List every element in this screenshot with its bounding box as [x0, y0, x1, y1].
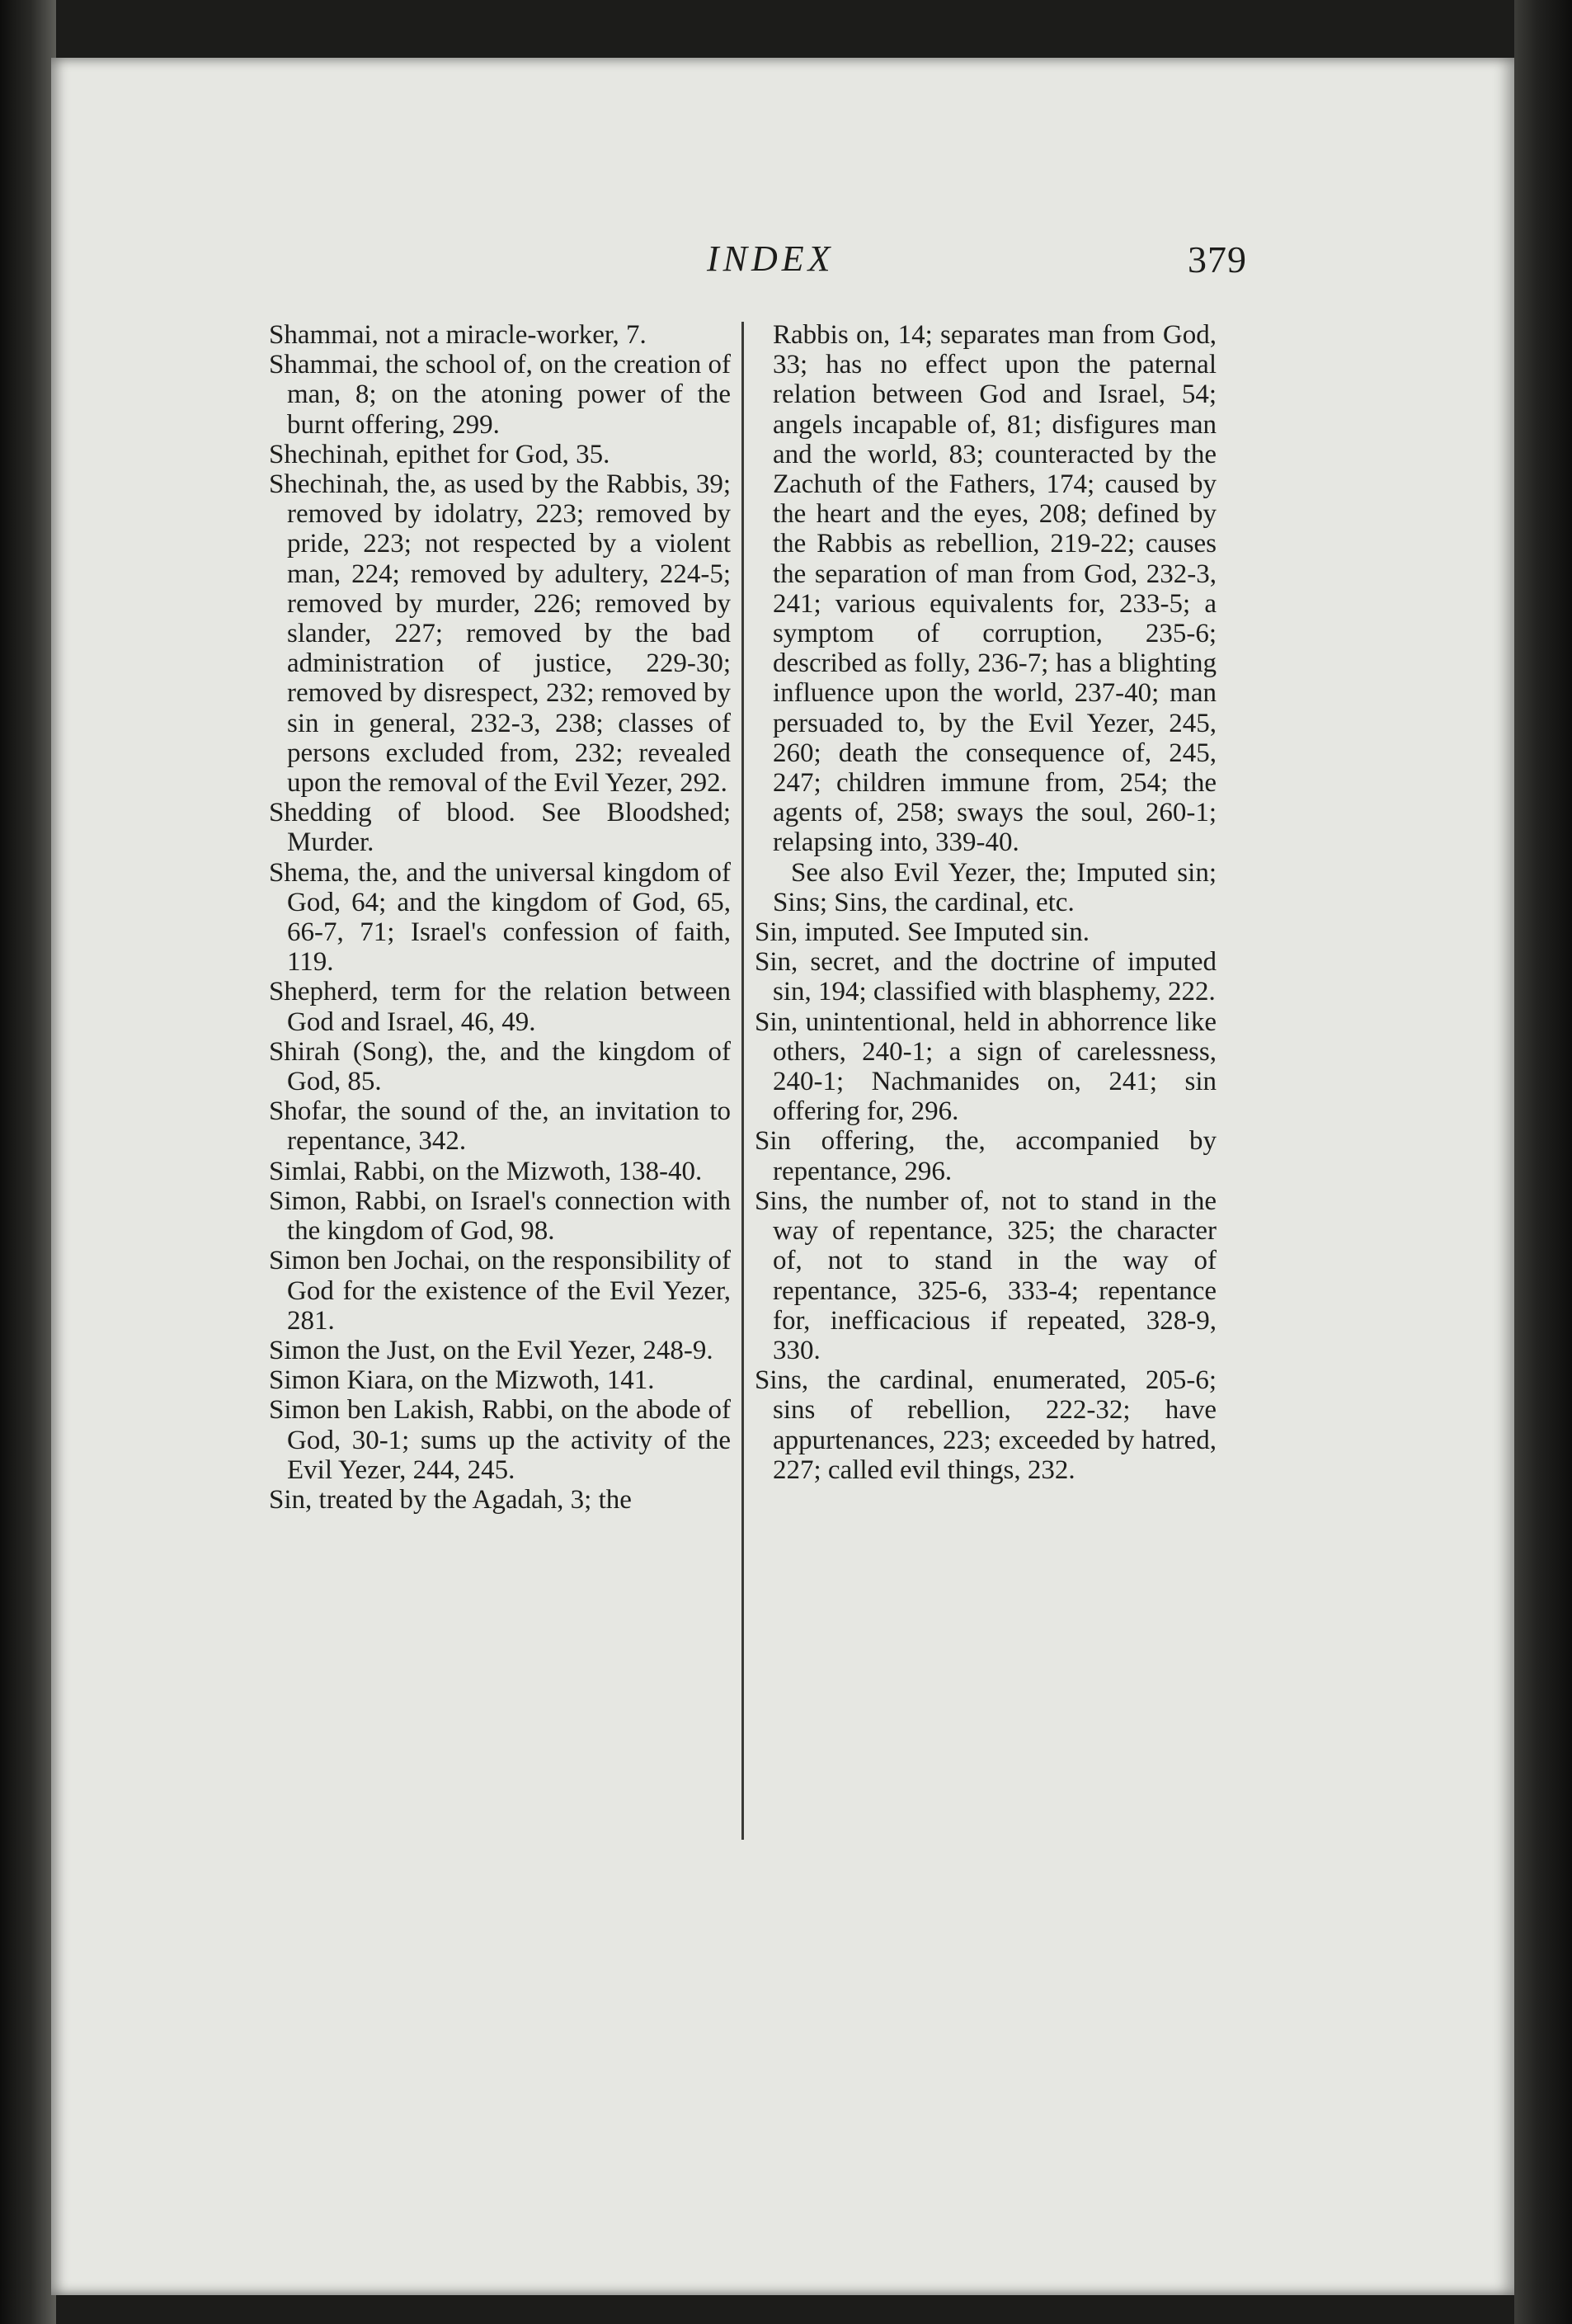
- index-entry: Shofar, the sound of the, an invitation to repentance, 342.: [269, 1096, 731, 1157]
- scan-border-right: [1514, 0, 1572, 2324]
- index-entry-continued: Rabbis on, 14; separates man from God, 33; has no effect upon the paternal relation between God and Israel, 54; angels incapable of, 81; disfigures man and the world, 83; counteracted by the Zachuth of the Fathers, 174; caused by the heart and the eyes, 208; defined by the Rabbis as rebellion, 219-22; causes the separation of man from God, 232-3, 241; various equivalents for, 233-5; a symptom of corruption, 235-6; described as folly, 236-7; has a blighting influence upon the world, 237-40; man persuaded to, by the Evil Yezer, 245, 260; death the consequence of, 245, 247; children immune from, 254; the agents of, 258; sways the soul, 260-1; relapsing into, 339-40.: [773, 320, 1217, 858]
- index-entry: Simon, Rabbi, on Israel's connection with the kingdom of God, 98.: [269, 1186, 731, 1247]
- index-entry: Shammai, not a miracle-worker, 7.: [269, 320, 647, 350]
- index-entry: Sins, the number of, not to stand in the way of repentance, 325; the character of, not to stand in the way of repentance, 325-6, 333-4; repentance for, inefficacious if repeated, 328-9, 330.: [755, 1186, 1217, 1365]
- index-entry: Shammai, the school of, on the creation of man, 8; on the atoning power of the burnt offering, 299.: [269, 350, 731, 440]
- index-entry: Sin, unintentional, held in abhorrence like others, 240-1; a sign of carelessness, 240-1; Nachmanides on, 241; sin offering for, 296.: [755, 1006, 1217, 1127]
- index-entry: Simon ben Lakish, Rabbi, on the abode of God, 30-1; sums up the activity of the Evil Yezer, 244, 245.: [269, 1395, 731, 1485]
- index-entry: Shema, the, and the universal kingdom of God, 64; and the kingdom of God, 65, 66-7, 71; Israel's confession of faith, 119.: [269, 857, 731, 978]
- index-entry: Sin, secret, and the doctrine of imputed sin, 194; classified with blasphemy, 222.: [755, 947, 1217, 1007]
- index-entry: Simon the Just, on the Evil Yezer, 248-9.: [269, 1335, 713, 1365]
- index-entry: Sins, the cardinal, enumerated, 205-6; sins of rebellion, 222-32; have appurtenances, 223; exceeded by hatred, 227; called evil things, 232.: [755, 1365, 1217, 1485]
- index-see-also: See also Evil Yezer, the; Imputed sin; Sins; Sins, the cardinal, etc.: [773, 857, 1217, 917]
- index-entry: Simlai, Rabbi, on the Mizwoth, 138-40.: [269, 1156, 703, 1186]
- index-column-left: [269, 320, 731, 1515]
- page-number: 379: [1188, 238, 1247, 280]
- index-entry: Simon ben Jochai, on the responsibility of God for the existence of the Evil Yezer, 281.: [269, 1246, 731, 1336]
- scan-border-left: [0, 0, 56, 2324]
- index-entry: Sin offering, the, accompanied by repentance, 296.: [755, 1126, 1217, 1186]
- index-entry: Sin, imputed. See Imputed sin.: [755, 917, 1090, 948]
- running-head: INDEX: [707, 238, 835, 279]
- page-header: [266, 238, 1255, 295]
- index-entry: Shepherd, term for the relation between God and Israel, 46, 49.: [269, 977, 731, 1037]
- index-entry: Shirah (Song), the, and the kingdom of God, 85.: [269, 1036, 731, 1097]
- index-entry: Shechinah, epithet for God, 35.: [269, 439, 610, 469]
- index-entry: Shedding of blood. See Bloodshed; Murder.: [269, 798, 731, 858]
- index-column-right: [755, 320, 1217, 1485]
- column-divider: [741, 322, 744, 1840]
- index-entry: Shechinah, the, as used by the Rabbis, 39; removed by idolatry, 223; removed by pride, 223; not respected by a violent man, 224; removed by adultery, 224-5; removed by murder, 226; removed by slander, 227; removed by the bad administration of justice, 229-30; removed by disrespect, 232; removed by sin in general, 232-3, 238; classes of persons excluded from, 232; revealed upon the removal of the Evil Yezer, 292.: [269, 469, 731, 799]
- index-entry: Simon Kiara, on the Mizwoth, 141.: [269, 1365, 655, 1396]
- index-entry: Sin, treated by the Agadah, 3; the: [269, 1484, 632, 1515]
